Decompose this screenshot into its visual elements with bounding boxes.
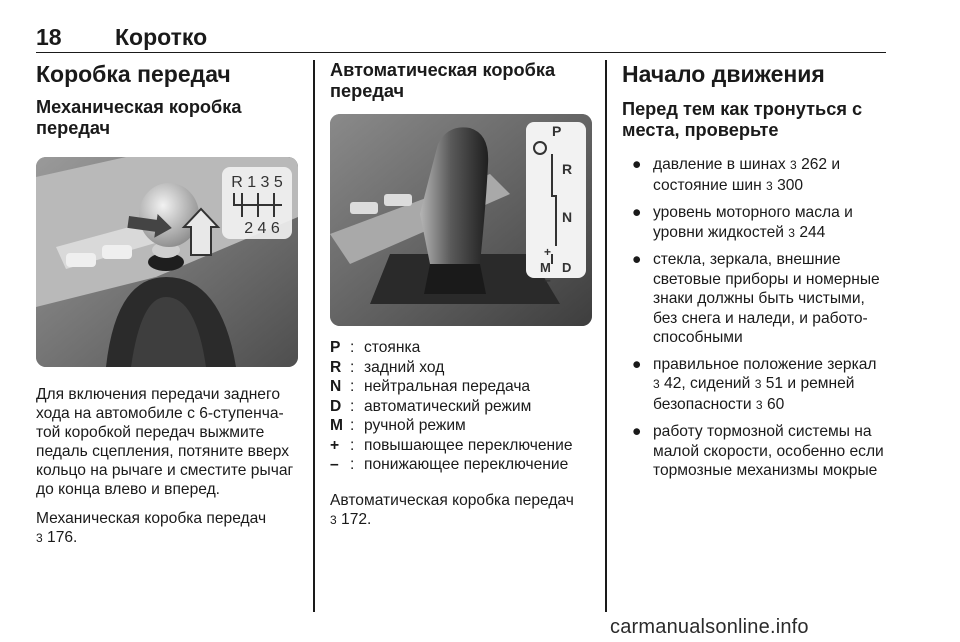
definition-colon: : — [350, 339, 355, 356]
cross-reference-text: Механическая коробка передач — [36, 510, 267, 527]
cross-reference-text: Автоматическая коробка передач — [330, 491, 574, 509]
definition-key: + — [330, 436, 340, 454]
column-divider-1 — [313, 60, 315, 612]
reverse-gear-instructions: Для включения передачи заднего хода на автомобиле с 6-ступенча-той коробкой передач выжмите педаль сцепления, потяните вверх кольцо на рычаге и сместите рычаг до конца влево и вперед. — [36, 386, 294, 498]
definition-value: ручной режим — [364, 417, 466, 434]
definition-row — [330, 416, 588, 436]
manual-gearbox-photo — [36, 157, 298, 367]
arrow-ref-icon: 3 — [755, 397, 763, 412]
list-item-text: давление в шинах — [653, 156, 791, 173]
definition-colon: : — [350, 378, 355, 395]
arrow-ref-icon: 3 — [790, 158, 797, 172]
list-item — [622, 422, 890, 481]
bullet-icon: ● — [632, 156, 642, 173]
checklist — [622, 155, 890, 481]
definition-colon: : — [350, 417, 355, 434]
selector-label-r: R — [562, 161, 573, 177]
definition-colon: : — [350, 456, 355, 473]
definition-colon: : — [350, 358, 355, 376]
section-subheading: Автоматическая коробка передач — [330, 60, 556, 101]
list-item — [622, 250, 890, 348]
section-subheading: Механическая коробка передач — [36, 97, 242, 138]
definition-value: повышающее переключение — [364, 436, 573, 454]
running-title: Коротко — [115, 24, 208, 50]
page-header — [36, 22, 886, 53]
cross-reference-page[interactable]: 176. — [47, 529, 78, 546]
definition-value: понижающее переключение — [364, 456, 569, 473]
watermark: carmanualsonline.info — [610, 616, 809, 638]
definition-key: P — [330, 339, 341, 356]
list-item-text: уровень моторного масла и уровни жидкостей — [653, 204, 853, 241]
definition-colon: : — [350, 397, 355, 415]
selector-label-minus: – — [544, 273, 551, 287]
definition-key: N — [330, 378, 342, 395]
cross-reference — [36, 509, 298, 548]
list-item-text: 300 — [777, 176, 804, 194]
list-item-text: 244 — [799, 223, 826, 241]
selector-label-n: N — [562, 209, 573, 225]
definition-row — [330, 436, 588, 456]
column-manual-gearbox — [36, 60, 298, 548]
bullet-icon: ● — [632, 423, 642, 440]
column-start-driving — [622, 60, 890, 488]
cross-reference-page[interactable]: 172. — [341, 510, 372, 528]
list-item-text: 262 и состояние шин — [653, 156, 841, 194]
definition-value: нейтральная передача — [364, 378, 531, 395]
definition-row — [330, 455, 588, 475]
definition-value: задний ход — [364, 358, 445, 376]
column-automatic-gearbox — [330, 60, 588, 530]
definition-key: D — [330, 397, 342, 415]
gear-pattern-top-label: R 1 3 5 — [231, 174, 283, 191]
column-divider-2 — [605, 60, 607, 612]
section-heading: Начало движения — [622, 61, 825, 87]
selector-label-d: D — [562, 260, 572, 275]
list-item-text: стекла, зеркала, внешние световые приборы и номерные знаки должны быть чистыми, без снега и наледи, и работо-способными — [653, 251, 880, 346]
arrow-ref-icon: 3 — [36, 531, 43, 545]
selector-label-plus: + — [544, 245, 552, 259]
definition-key: M — [330, 417, 343, 434]
cross-reference — [330, 491, 588, 530]
bullet-icon: ● — [632, 251, 642, 268]
arrow-ref-icon: 3 — [788, 225, 795, 240]
list-item — [622, 203, 890, 243]
bullet-icon: ● — [632, 204, 642, 221]
list-item-text: 42, сидений — [664, 375, 755, 392]
list-item-text: 51 и ремней безопасности — [653, 375, 855, 413]
selector-label-m: M — [540, 260, 551, 275]
automatic-gearbox-photo — [330, 114, 592, 326]
list-item-text: работу тормозной системы на малой скорости, особенно если тормозные механизмы мокрые — [653, 423, 884, 479]
arrow-ref-icon: 3 — [653, 377, 660, 391]
arrow-ref-icon: 3 — [766, 178, 773, 193]
selector-label-p: P — [552, 123, 562, 139]
gear-pattern-bottom-label: 2 4 6 — [244, 220, 280, 237]
definition-row — [330, 397, 588, 417]
list-item-text: 60 — [766, 395, 785, 413]
list-item-text: правильное положение зеркал — [653, 355, 877, 373]
section-heading: Коробка передач — [36, 61, 231, 87]
section-subheading: Перед тем как тронуться с места, проверьте — [622, 99, 863, 140]
arrow-ref-icon: 3 — [330, 512, 337, 527]
page-number: 18 — [36, 24, 62, 50]
definition-key: – — [330, 456, 339, 473]
definition-key: R — [330, 358, 342, 376]
definition-row — [330, 358, 588, 378]
arrow-ref-icon: 3 — [754, 377, 762, 391]
definition-value: автоматический режим — [364, 397, 532, 415]
list-item — [622, 155, 890, 196]
list-item — [622, 355, 890, 416]
definition-row — [330, 338, 588, 358]
gear-definitions — [330, 338, 588, 475]
definition-row — [330, 377, 588, 397]
bullet-icon: ● — [632, 355, 642, 373]
definition-colon: : — [350, 436, 355, 454]
definition-value: стоянка — [364, 339, 421, 356]
